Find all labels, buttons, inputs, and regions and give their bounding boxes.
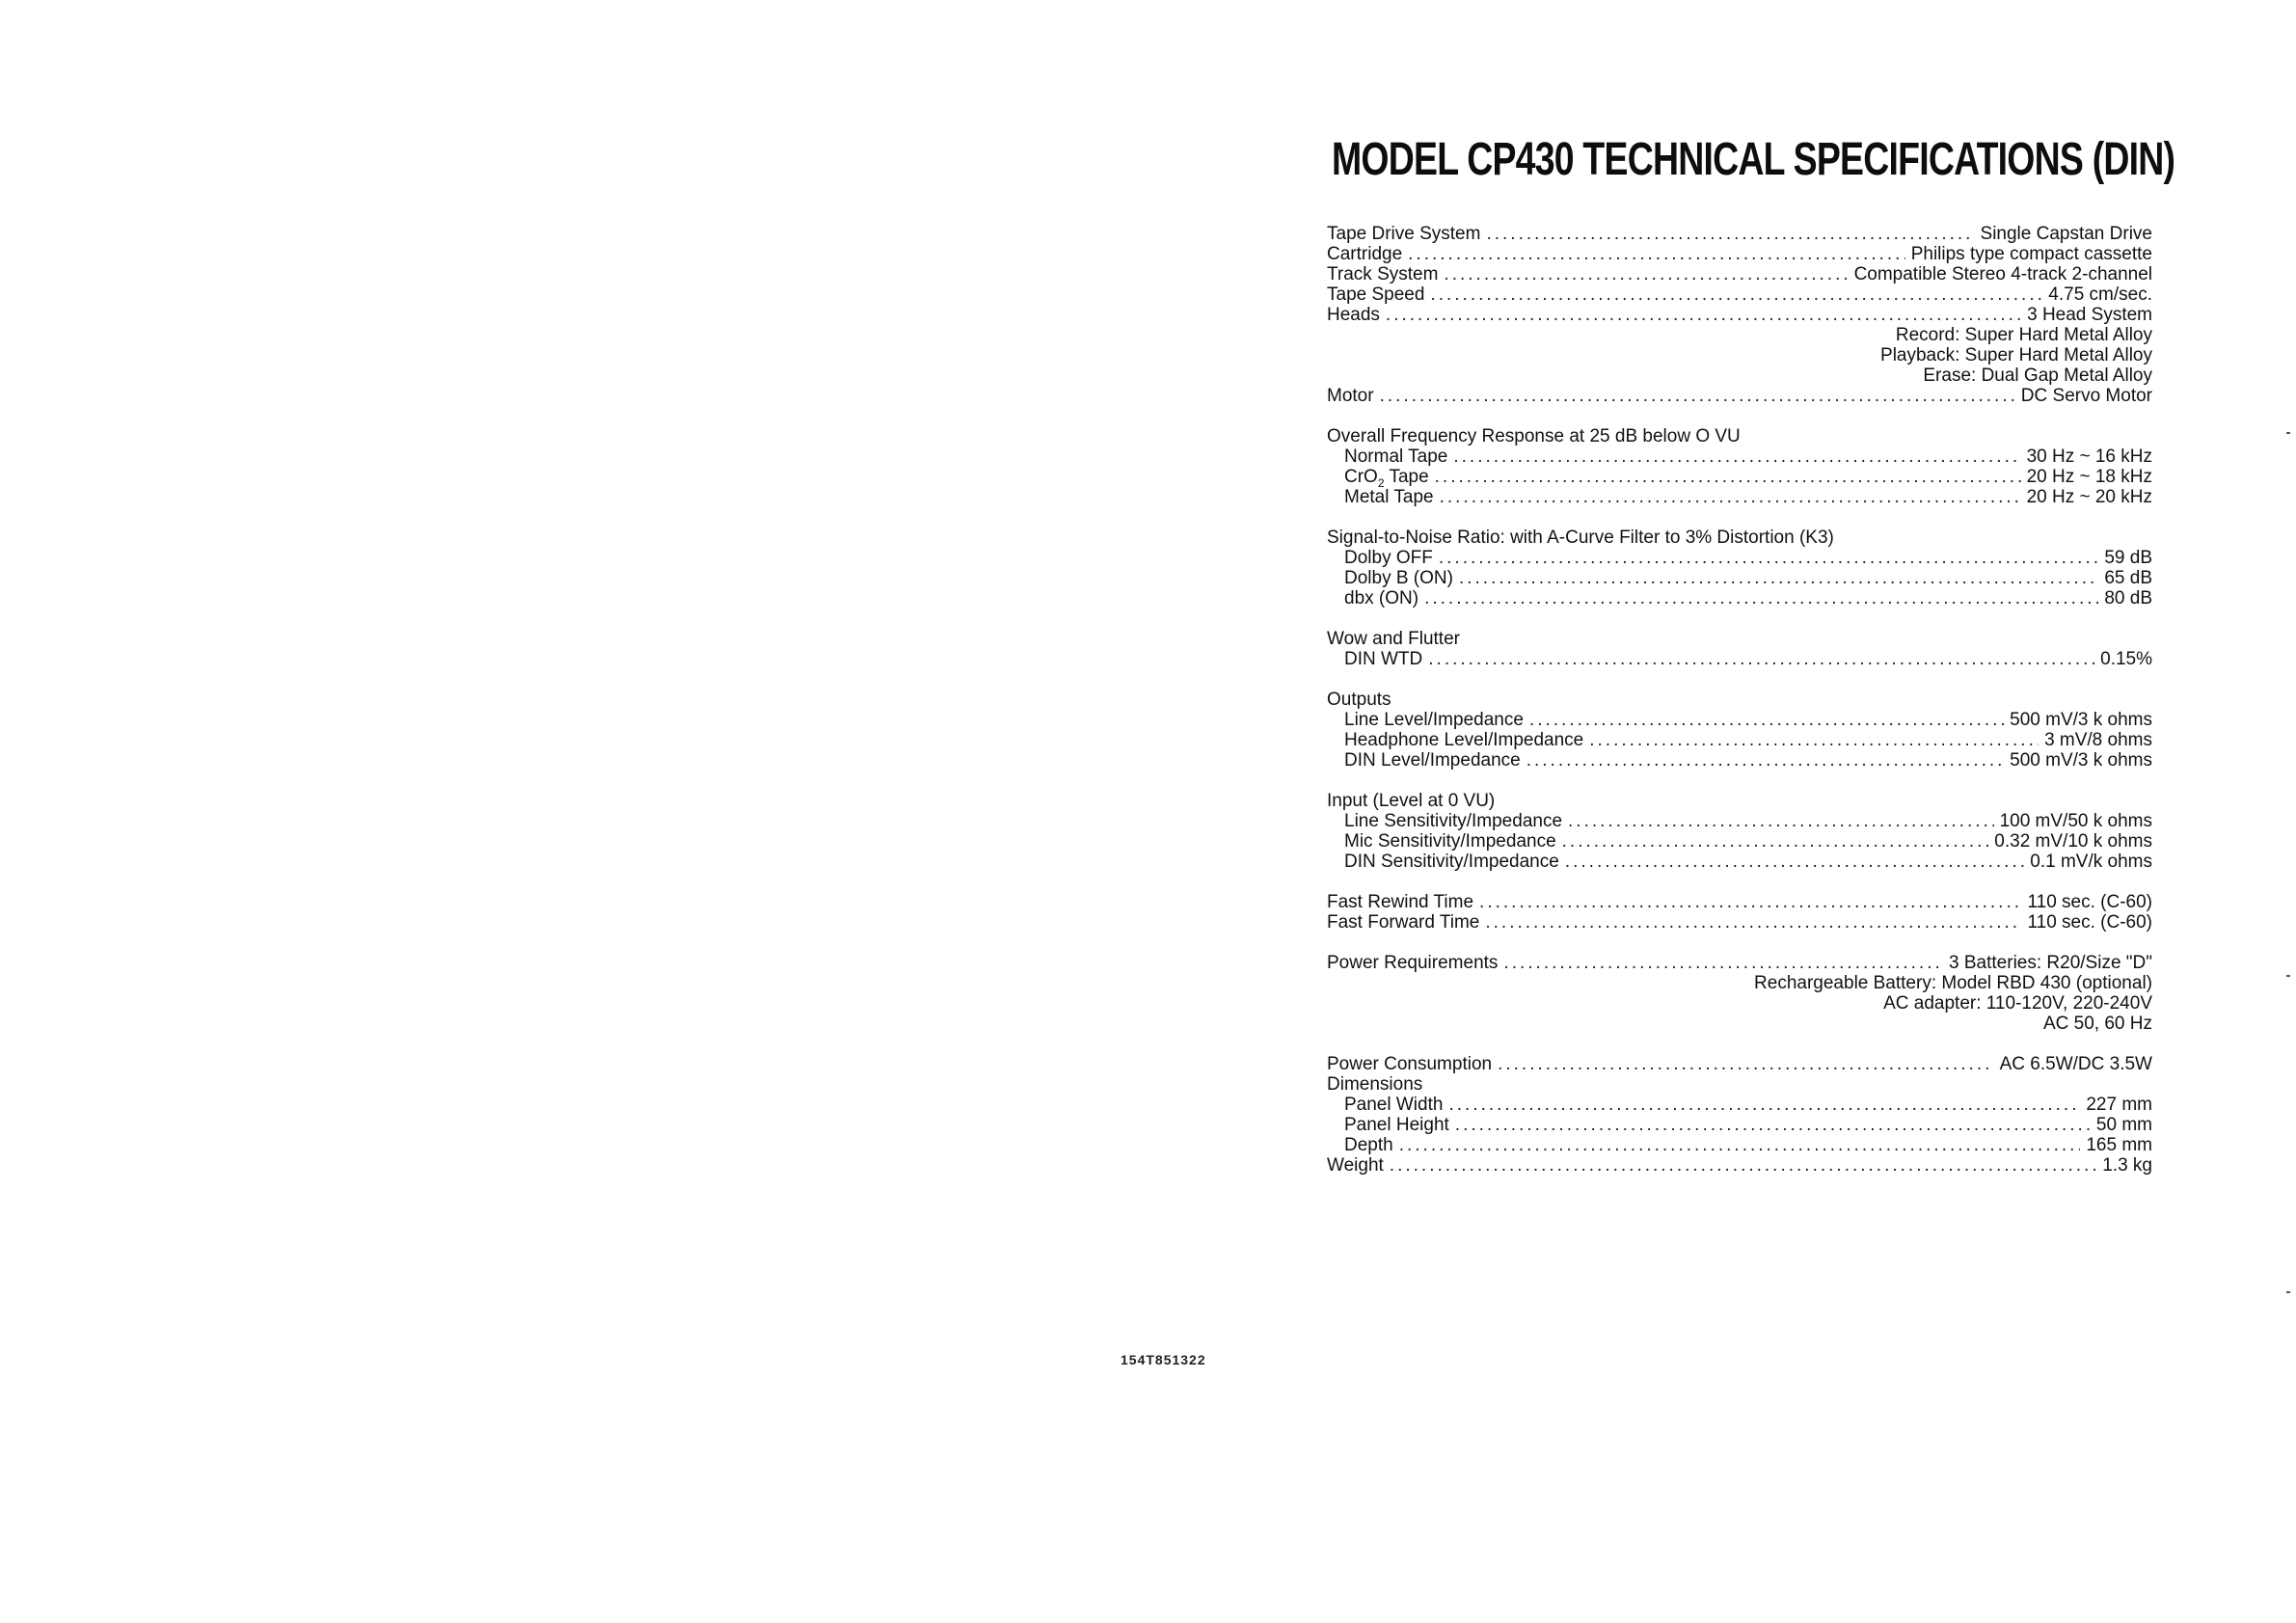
spec-value: 3 Batteries: R20/Size "D" [1949, 953, 2152, 973]
spec-label: Mic Sensitivity/Impedance [1344, 831, 1556, 852]
leader-dots [1444, 264, 1848, 284]
spec-row-dolby-b [1327, 568, 2152, 588]
spec-value: 50 mm [2095, 1115, 2152, 1135]
spec-value: 0.15% [2100, 649, 2152, 669]
spec-label: Fast Rewind Time [1327, 892, 1474, 912]
document-code: 154T851322 [1121, 1352, 1206, 1367]
leader-dots [1424, 588, 2098, 609]
leader-dots [1408, 244, 1905, 264]
spec-group-transport [1327, 224, 2152, 406]
cro2-end: Tape [1384, 467, 1429, 487]
spec-group-snr [1327, 527, 2152, 609]
spec-value: 0.32 mV/10 k ohms [1994, 831, 2152, 852]
spec-sheet [1327, 224, 2152, 1176]
spec-row-cartridge [1327, 244, 2152, 264]
spec-row-heads [1327, 305, 2152, 325]
power-ac: AC 50, 60 Hz [2043, 1014, 2152, 1034]
spec-label: Track System [1327, 264, 1439, 284]
spec-group-power [1327, 953, 2152, 1034]
spec-label: Dolby B (ON) [1344, 568, 1453, 588]
leader-dots [1399, 1135, 2081, 1155]
spec-row-tape-speed [1327, 284, 2152, 305]
spec-row-power-requirements [1327, 953, 2152, 973]
spec-label: Weight [1327, 1155, 1384, 1176]
spec-group-physical [1327, 1054, 2152, 1176]
spec-value: 59 dB [2104, 548, 2152, 568]
spec-value: 4.75 cm/sec. [2048, 284, 2152, 305]
spec-label: Normal Tape [1344, 446, 1448, 467]
spec-group-input [1327, 791, 2152, 872]
scan-edge-mark [2286, 975, 2290, 977]
spec-value: 110 sec. (C-60) [2027, 912, 2152, 933]
spec-label: Heads [1327, 305, 1380, 325]
spec-label: Line Sensitivity/Impedance [1344, 811, 1563, 831]
spec-value: 500 mV/3 k ohms [2010, 710, 2152, 730]
spec-row-cro2-tape [1327, 467, 2152, 490]
spec-value: 110 sec. (C-60) [2027, 892, 2152, 912]
leader-dots [1565, 852, 2024, 872]
spec-group-frequency [1327, 426, 2152, 507]
leader-dots [1453, 446, 2020, 467]
spec-row-depth [1327, 1135, 2152, 1155]
leader-dots [1430, 284, 2042, 305]
spec-label: dbx (ON) [1344, 588, 1419, 609]
spec-value: 3 mV/8 ohms [2044, 730, 2152, 750]
heads-erase: Erase: Dual Gap Metal Alloy [1923, 365, 2152, 386]
spec-row-output-din [1327, 750, 2152, 771]
leader-dots [1448, 1095, 2080, 1115]
spec-label: DIN WTD [1344, 649, 1423, 669]
spec-group-wind-times [1327, 892, 2152, 933]
spec-value: 3 Head System [2027, 305, 2152, 325]
leader-dots [1562, 831, 1989, 852]
spec-group-outputs [1327, 690, 2152, 771]
spec-row-power-consumption [1327, 1054, 2152, 1074]
section-heading: Overall Frequency Response at 25 dB below O VU [1327, 426, 1741, 446]
spec-row-input-mic [1327, 831, 2152, 852]
spec-label: Tape Speed [1327, 284, 1425, 305]
leader-dots [1529, 710, 2004, 730]
spec-row-metal-tape [1327, 487, 2152, 507]
leader-dots [1485, 912, 2021, 933]
power-adapter: AC adapter: 110-120V, 220-240V [1883, 993, 2152, 1014]
spec-label: Metal Tape [1344, 487, 1434, 507]
leader-dots [1486, 224, 1974, 244]
spec-label: Headphone Level/Impedance [1344, 730, 1584, 750]
spec-value: 227 mm [2086, 1095, 2152, 1115]
leader-dots [1589, 730, 2039, 750]
leader-dots [1386, 305, 2021, 325]
spec-value: 80 dB [2104, 588, 2152, 609]
leader-dots [1439, 548, 2098, 568]
cro2-subscript: 2 [1377, 475, 1385, 490]
spec-label: Line Level/Impedance [1344, 710, 1524, 730]
spec-row-dolby-off [1327, 548, 2152, 568]
page-title: MODEL CP430 TECHNICAL SPECIFICATIONS (DIN) [1332, 134, 2175, 185]
spec-row-panel-height [1327, 1115, 2152, 1135]
spec-label: Dolby OFF [1344, 548, 1433, 568]
power-rechargeable: Rechargeable Battery: Model RBD 430 (optional) [1754, 973, 2152, 993]
section-heading: Outputs [1327, 690, 1391, 710]
spec-row-tape-drive [1327, 224, 2152, 244]
spec-row-fast-rewind [1327, 892, 2152, 912]
spec-label: Panel Height [1344, 1115, 1449, 1135]
spec-row-normal-tape [1327, 446, 2152, 467]
spec-row-panel-width [1327, 1095, 2152, 1115]
leader-dots [1455, 1115, 2091, 1135]
scan-edge-mark [2286, 1291, 2290, 1293]
leader-dots [1435, 467, 2021, 487]
heads-playback: Playback: Super Hard Metal Alloy [1880, 345, 2152, 365]
spec-label: DIN Sensitivity/Impedance [1344, 852, 1559, 872]
cro2-main: CrO [1344, 467, 1378, 487]
section-heading: Dimensions [1327, 1074, 1423, 1095]
spec-label: Power Consumption [1327, 1054, 1493, 1074]
leader-dots [1459, 568, 2098, 588]
spec-row-weight [1327, 1155, 2152, 1176]
spec-row-track-system [1327, 264, 2152, 284]
spec-label: DIN Level/Impedance [1344, 750, 1521, 771]
heads-record: Record: Super Hard Metal Alloy [1895, 325, 2152, 345]
spec-value: Single Capstan Drive [1980, 224, 2152, 244]
leader-dots [1479, 892, 2021, 912]
spec-label: Fast Forward Time [1327, 912, 1480, 933]
spec-value: 20 Hz ~ 20 kHz [2026, 487, 2152, 507]
spec-row-din-wtd [1327, 649, 2152, 669]
section-heading: Input (Level at 0 VU) [1327, 791, 1496, 811]
leader-dots [1380, 386, 2015, 406]
spec-value: 500 mV/3 k ohms [2010, 750, 2152, 771]
spec-row-fast-forward [1327, 912, 2152, 933]
spec-value: AC 6.5W/DC 3.5W [1999, 1054, 2152, 1074]
spec-label [1327, 467, 1429, 490]
spec-label: Panel Width [1344, 1095, 1444, 1115]
leader-dots [1568, 811, 1994, 831]
leader-dots [1498, 1054, 1994, 1074]
spec-value: Compatible Stereo 4-track 2-channel [1853, 264, 2152, 284]
spec-label: Tape Drive System [1327, 224, 1481, 244]
spec-label: Motor [1327, 386, 1374, 406]
spec-label: Depth [1344, 1135, 1393, 1155]
spec-value: 65 dB [2104, 568, 2152, 588]
spec-value: 100 mV/50 k ohms [1999, 811, 2152, 831]
spec-row-input-line [1327, 811, 2152, 831]
leader-dots [1503, 953, 1943, 973]
spec-row-output-line [1327, 710, 2152, 730]
spec-group-wow-flutter [1327, 629, 2152, 669]
spec-row-input-din [1327, 852, 2152, 872]
leader-dots [1526, 750, 2004, 771]
scan-edge-mark [2286, 432, 2290, 434]
spec-value: 20 Hz ~ 18 kHz [2026, 467, 2152, 487]
spec-value: DC Servo Motor [2020, 386, 2152, 406]
spec-row-dbx [1327, 588, 2152, 609]
spec-value: 30 Hz ~ 16 kHz [2026, 446, 2152, 467]
spec-value: 0.1 mV/k ohms [2030, 852, 2152, 872]
section-heading: Wow and Flutter [1327, 629, 1460, 649]
section-heading: Signal-to-Noise Ratio: with A-Curve Filter to 3% Distortion (K3) [1327, 527, 1834, 548]
leader-dots [1428, 649, 2094, 669]
spec-value: 1.3 kg [2102, 1155, 2152, 1176]
spec-row-output-headphone [1327, 730, 2152, 750]
leader-dots [1390, 1155, 2096, 1176]
spec-label: Power Requirements [1327, 953, 1499, 973]
spec-value: 165 mm [2086, 1135, 2152, 1155]
leader-dots [1440, 487, 2021, 507]
spec-label: Cartridge [1327, 244, 1403, 264]
spec-value: Philips type compact cassette [1910, 244, 2152, 264]
spec-row-motor [1327, 386, 2152, 406]
